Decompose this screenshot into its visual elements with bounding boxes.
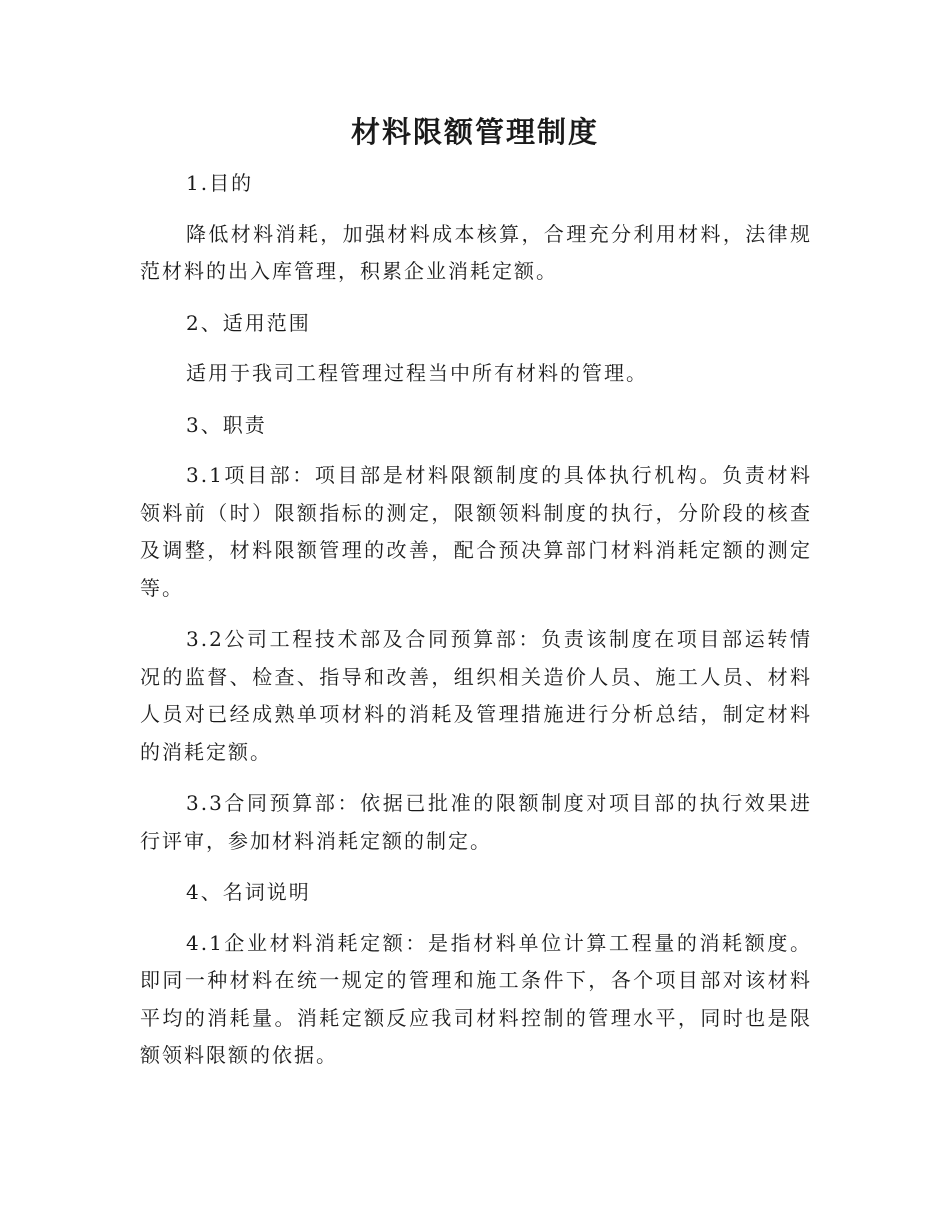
paragraph-3-2-engineering-dept: 3.2公司工程技术部及合同预算部：负责该制度在项目部运转情况的监督、检查、指导和改善，组织相关造价人员、施工人员、材料人员对已经成熟单项材料的消耗及管理措施进行分析总结，制定材料的消耗定额。 (140, 627, 812, 764)
document-body (140, 165, 812, 1089)
section-heading-scope: 2、适用范围 (186, 310, 311, 335)
paragraph-4-1-consumption-quota: 4.1企业材料消耗定额：是指材料单位计算工程量的消耗额度。即同一种材料在统一规定的管理和施工条件下，各个项目部对该材料平均的消耗量。消耗定额反应我司材料控制的管理水平，同时也是限额领料限额的依据。 (140, 930, 812, 1067)
section-heading-responsibilities: 3、职责 (186, 412, 267, 437)
paragraph-3-3-budget-dept: 3.3合同预算部：依据已批准的限额制度对项目部的执行效果进行评审，参加材料消耗定额的制定。 (140, 791, 812, 853)
section-heading-purpose: 1.目的 (186, 171, 254, 195)
document-title: 材料限额管理制度 (350, 115, 599, 149)
paragraph-scope: 适用于我司工程管理过程当中所有材料的管理。 (186, 361, 648, 385)
paragraph-purpose: 降低材料消耗，加强材料成本核算，合理充分利用材料，法律规范材料的出入库管理，积累企业消耗定额。 (140, 221, 812, 283)
paragraph-3-1-project-dept: 3.1项目部：项目部是材料限额制度的具体执行机构。负责材料领料前（时）限额指标的测定，限额领料制度的执行，分阶段的核查及调整，材料限额管理的改善，配合预决算部门材料消耗定额的测定等。 (140, 463, 812, 600)
section-heading-definitions: 4、名词说明 (186, 880, 311, 904)
